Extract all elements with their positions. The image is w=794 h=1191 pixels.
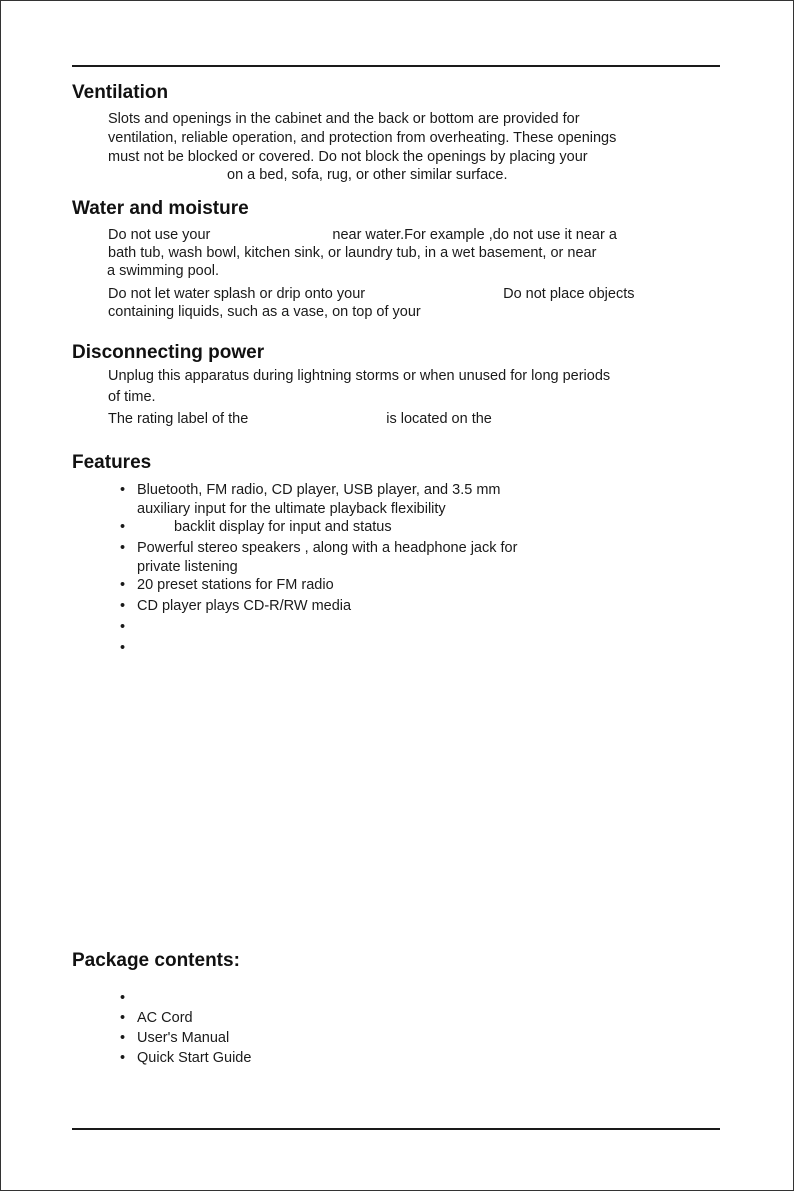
package-item [120,989,137,1008]
feature-item: • Bluetooth, FM radio, CD player, USB player, and 3.5 mm auxiliary input for the ultimate playback flexibility [120,482,501,517]
package-item: • Quick Start Guide [120,1050,252,1066]
package-item: • AC Cord [120,1010,193,1026]
water-p2-line-1b: Do not place objects [503,286,635,302]
water-p1-line-3: a swimming pool. [107,263,220,279]
water-heading: Water and moisture [72,198,249,219]
ventilation-heading: Ventilation [72,82,169,103]
feature-item [120,639,137,658]
power-line-3 [108,410,492,429]
bullet-icon: • [120,577,126,593]
power-line-1: Unplug this apparatus during lightning storms or when unused for long periods [108,368,611,384]
bullet-icon: • [120,1050,126,1066]
power-line-2: of time. [108,389,156,405]
power-line-3a: The rating label of the [108,411,249,427]
power-heading: Disconnecting power [72,342,265,363]
bullet-icon: • [120,640,126,656]
feature-item: • CD player plays CD-R/RW media [120,598,352,614]
water-p1-line-1 [108,226,617,245]
water-p2-line-2: containing liquids, such as a vase, on top of your [108,304,421,320]
bullet-icon: • [120,990,126,1006]
water-p2-line-1 [108,285,635,304]
ventilation-line-3: must not be blocked or covered. Do not block the openings by placing your [108,149,588,165]
bullet-icon: • [120,1010,126,1026]
bullet-icon: • [120,519,126,535]
bullet-icon: • [120,482,126,498]
ventilation-line-1: Slots and openings in the cabinet and the back or bottom are provided for [108,111,580,127]
package-heading: Package contents: [72,950,240,971]
feature-item [120,618,137,637]
bottom-rule [72,1128,720,1130]
power-line-3b: is located on the [386,411,492,427]
feature-item: • Powerful stereo speakers , along with a headphone jack for private listening [120,540,518,575]
ventilation-line-2: ventilation, reliable operation, and protection from overheating. These openings [108,130,617,146]
bullet-icon: • [120,540,126,556]
ventilation-line-4: on a bed, sofa, rug, or other similar surface. [227,167,508,183]
bullet-icon: • [120,598,126,614]
feature-item: • 20 preset stations for FM radio [120,577,334,593]
top-rule [72,65,720,67]
water-p2-line-1a: Do not let water splash or drip onto your [108,286,366,302]
feature-item: • backlit display for input and status [120,519,392,535]
water-p1-line-2: bath tub, wash bowl, kitchen sink, or laundry tub, in a wet basement, or near [108,245,597,261]
bullet-icon: • [120,1030,126,1046]
features-heading: Features [72,452,152,473]
water-p1-line-1a: Do not use your [108,227,211,243]
water-p1-line-1b: near water.For example ,do not use it near a [332,227,617,243]
package-item: • User's Manual [120,1030,230,1046]
bullet-icon: • [120,619,126,635]
